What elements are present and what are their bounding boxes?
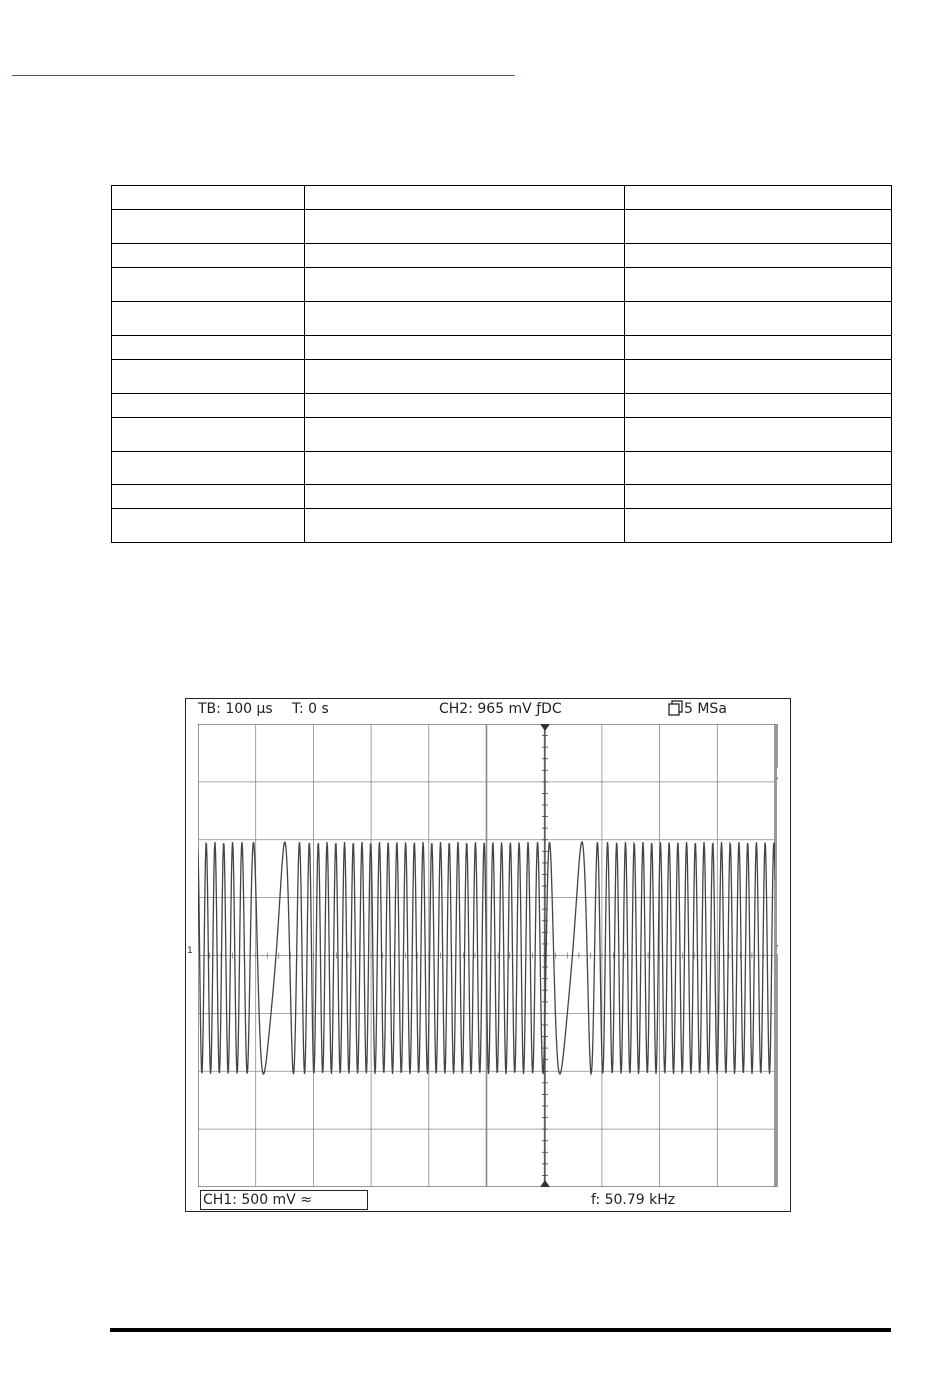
trigger-channel-readout: CH2: 965 mV ƒDC: [439, 701, 562, 717]
table-row: [112, 268, 892, 302]
frequency-readout: f: 50.79 kHz: [591, 1192, 676, 1208]
table-cell: [625, 394, 892, 418]
table-cell: [305, 360, 625, 394]
trigger-position-icon: [540, 724, 550, 731]
table-cell: [112, 394, 305, 418]
table-cell: [625, 186, 892, 210]
table-cell: [625, 452, 892, 485]
table-cell: [305, 302, 625, 336]
ch1-setting-readout: CH1: 500 mV ≈: [203, 1192, 312, 1208]
table-cell: [625, 244, 892, 268]
channel-1-marker: 1: [187, 946, 193, 956]
table-cell: [305, 210, 625, 244]
table-cell: [112, 268, 305, 302]
table-cell: [112, 210, 305, 244]
waveform-display: [198, 724, 778, 1187]
table-row: [112, 418, 892, 452]
footer-rule: [110, 1328, 891, 1332]
table-cell: [112, 509, 305, 543]
table-cell: [305, 394, 625, 418]
oscilloscope-screenshot: [185, 698, 791, 1212]
table-row: [112, 210, 892, 244]
table-row: [112, 452, 892, 485]
table-cell: [625, 418, 892, 452]
table-cell: [625, 509, 892, 543]
sample-rate-readout: 5 MSa: [684, 701, 727, 717]
table-cell: [305, 509, 625, 543]
table-row: [112, 302, 892, 336]
trigger-bottom-icon: [540, 1180, 550, 1187]
table-cell: [112, 418, 305, 452]
table-cell: [625, 485, 892, 509]
table-cell: [625, 336, 892, 360]
table-row: [112, 485, 892, 509]
table-row: [112, 186, 892, 210]
table-cell: [305, 268, 625, 302]
scrollbar-window: [777, 768, 778, 954]
table-cell: [112, 244, 305, 268]
table-row: [112, 394, 892, 418]
table-cell: [112, 485, 305, 509]
table-cell: [625, 302, 892, 336]
header-link-underline: [12, 75, 515, 76]
table-cell: [305, 336, 625, 360]
table-cell: [625, 268, 892, 302]
table-row: [112, 336, 892, 360]
table-cell: [305, 418, 625, 452]
table-row: [112, 360, 892, 394]
timebase-readout: TB: 100 µs: [198, 701, 273, 717]
table-cell: [112, 336, 305, 360]
memory-stack-icon: [667, 700, 683, 721]
table-cell: [112, 186, 305, 210]
table-row: [112, 244, 892, 268]
trigger-time-readout: T: 0 s: [292, 701, 329, 717]
parameter-table: [111, 185, 892, 543]
table-cell: [625, 210, 892, 244]
table-row: [112, 509, 892, 543]
table-cell: [112, 302, 305, 336]
table-cell: [305, 244, 625, 268]
table-cell: [305, 186, 625, 210]
table-cell: [625, 360, 892, 394]
table-cell: [112, 360, 305, 394]
table-cell: [305, 485, 625, 509]
table-cell: [305, 452, 625, 485]
table-cell: [112, 452, 305, 485]
